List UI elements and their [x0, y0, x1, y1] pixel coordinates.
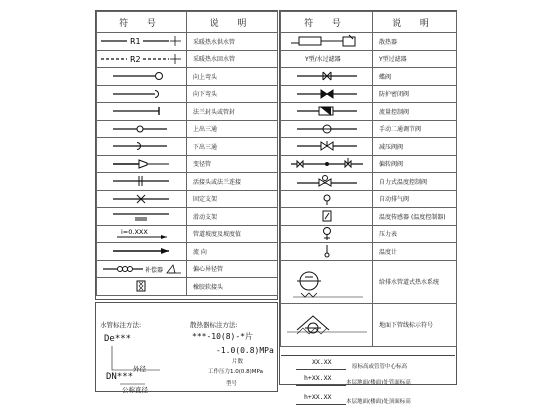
pipe-label-title: 水管标注方法: [100, 321, 142, 329]
radiator-label-main: ***-10(8)-*片 [192, 332, 253, 341]
left-legend-table [96, 11, 278, 296]
legend-desc: 自动排气阀 [373, 190, 457, 208]
elbow-down-icon [97, 85, 187, 103]
return-pipe-code: R2 [129, 54, 141, 64]
legend-row [97, 190, 278, 208]
legend-desc: 下出三通 [187, 138, 278, 156]
legend-row [281, 243, 457, 261]
elevation-3-value: h+XX.XX [304, 393, 332, 401]
union-icon [97, 173, 187, 191]
legend-desc: 减压阀阀 [373, 138, 457, 156]
sleeve-symbol-icon [281, 260, 373, 303]
compensator-label: 补偿器 [144, 266, 163, 274]
tee-down-icon [97, 138, 187, 156]
flow-control-valve-icon [281, 103, 373, 121]
legend-desc: 温度计 [373, 243, 457, 261]
legend-row [97, 120, 278, 138]
slope-value: i=0.XXX [120, 227, 148, 236]
rubber-joint-icon [97, 278, 187, 296]
right-table-header [281, 12, 457, 33]
legend-row [281, 85, 457, 103]
legend-row [281, 190, 457, 208]
sliding-support-icon [97, 208, 187, 226]
balancing-valve-icon [281, 138, 373, 156]
legend-row [97, 103, 278, 121]
legend-desc: 自力式温度控制阀 [373, 173, 457, 191]
elevation-2-desc: 本层地面(楼面)处管面标高 [346, 380, 411, 386]
flow-direction-icon [97, 243, 187, 261]
legend-row [97, 278, 278, 296]
legend-row [281, 173, 457, 191]
legend-row [281, 103, 457, 121]
legend-desc: 法兰封头或管封 [187, 103, 278, 121]
legend-desc: 散热器 [373, 33, 457, 51]
legend-desc-text: 温度传感器 [379, 213, 410, 221]
legend-row [97, 173, 278, 191]
legend-desc: 地面下管线标示符号 [373, 303, 457, 346]
radiator-label-sub: -1.0(0.8)MPa [216, 346, 274, 355]
butterfly-valve-icon [281, 68, 373, 86]
elevation-3-line [296, 404, 346, 405]
legend-desc: 采暖热水供水管 [187, 33, 278, 51]
reducer-icon [97, 155, 187, 173]
legend-desc-extra: (温度控制器) [410, 213, 446, 221]
legend-desc: 上出三通 [187, 120, 278, 138]
protective-valve-icon [281, 85, 373, 103]
legend-desc: 向上弯头 [187, 68, 278, 86]
legend-row [97, 225, 278, 243]
legend-desc: 管道坡度及坡度值 [187, 225, 278, 243]
elevation-1-desc: 原标高或管管中心标高 [352, 364, 408, 370]
elevation-divider [281, 355, 455, 356]
deflection-valve-icon [281, 155, 373, 173]
compensator-symbol [97, 260, 187, 278]
elevation-2-value: h+XX.XX [304, 374, 332, 382]
elevation-1-value: XX.XX [312, 358, 332, 366]
pipe-cap-icon [97, 103, 187, 121]
pipe-label-de-note: 外径 [133, 365, 146, 373]
legend-desc: 活接头或法兰连接 [187, 173, 278, 191]
legend-desc: 向下弯头 [187, 85, 278, 103]
legend-row [281, 303, 457, 346]
radiator-note-pressure: 工作压力1.0(0.8)MPa [208, 369, 263, 375]
legend-row [281, 120, 457, 138]
radiator-label-title: 散热器标注方法: [190, 321, 238, 329]
tee-up-icon [97, 120, 187, 138]
underground-pipe-icon [281, 303, 373, 346]
legend-row [281, 68, 457, 86]
legend-row [97, 68, 278, 86]
legend-row [281, 155, 457, 173]
radiator-note-pieces: 片数 [232, 359, 244, 365]
return-pipe-symbol [97, 50, 187, 68]
legend-desc: 蝶阀 [373, 68, 457, 86]
description-header: 说 明 [373, 12, 457, 33]
pipe-label-leaders [100, 340, 190, 390]
legend-desc: 偏心异径管 [187, 260, 278, 278]
legend-row [281, 208, 457, 226]
legend-row [281, 50, 457, 68]
supply-pipe-code: R1 [129, 37, 141, 47]
legend-desc: Y型过滤器 [373, 50, 457, 68]
elevation-2-line [296, 385, 346, 386]
strainer-label: Y型/水过滤器 [304, 55, 341, 63]
legend-row [97, 85, 278, 103]
legend-row [97, 50, 278, 68]
legend-row [97, 243, 278, 261]
legend-row [281, 260, 457, 303]
legend-row [97, 138, 278, 156]
elbow-up-icon [97, 68, 187, 86]
fixed-support-icon [97, 190, 187, 208]
legend-desc: 滑动支架 [187, 208, 278, 226]
legend-row [97, 260, 278, 278]
elevation-3-desc: 本层地面(楼面)处顶面标高 [346, 399, 411, 405]
thermostatic-valve-icon [281, 173, 373, 191]
radiator-note-model: 型号 [226, 381, 238, 387]
legend-row [97, 208, 278, 226]
legend-row [281, 138, 457, 156]
legend-desc [373, 208, 457, 226]
right-legend-table [280, 11, 457, 347]
pipe-label-dn: DN*** [106, 372, 134, 382]
description-header: 说 明 [187, 12, 278, 33]
legend-row [97, 33, 278, 51]
legend-desc: 固定支架 [187, 190, 278, 208]
manual-valve-icon [281, 120, 373, 138]
temperature-sensor-icon [281, 208, 373, 226]
legend-desc: 流 向 [187, 243, 278, 261]
pressure-gauge-icon [281, 225, 373, 243]
legend-desc: 手动二通调节阀 [373, 120, 457, 138]
legend-desc: 橡胶软接头 [187, 278, 278, 296]
symbol-header: 符 号 [97, 12, 187, 33]
legend-row [281, 33, 457, 51]
left-table-header [97, 12, 278, 33]
air-vent-icon [281, 190, 373, 208]
legend-desc: 给排水管道式热水系统 [373, 260, 457, 303]
elevation-1-line [296, 369, 346, 370]
pipe-label-de: De*** [104, 334, 132, 344]
legend-desc: 压力表 [373, 225, 457, 243]
legend-desc: 流量控制阀 [373, 103, 457, 121]
strainer-symbol [281, 50, 373, 68]
legend-desc: 偏转阀阀 [373, 155, 457, 173]
legend-desc: 防护密闭阀 [373, 85, 457, 103]
thermometer-icon [281, 243, 373, 261]
legend-desc: 变径管 [187, 155, 278, 173]
pipe-label-dn-note: 公称直径 [122, 386, 148, 394]
legend-row [281, 225, 457, 243]
slope-symbol [97, 225, 187, 243]
supply-pipe-symbol [97, 33, 187, 51]
symbol-header: 符 号 [281, 12, 373, 33]
legend-row [97, 155, 278, 173]
legend-desc: 采暖热水回水管 [187, 50, 278, 68]
radiator-icon [281, 33, 373, 51]
